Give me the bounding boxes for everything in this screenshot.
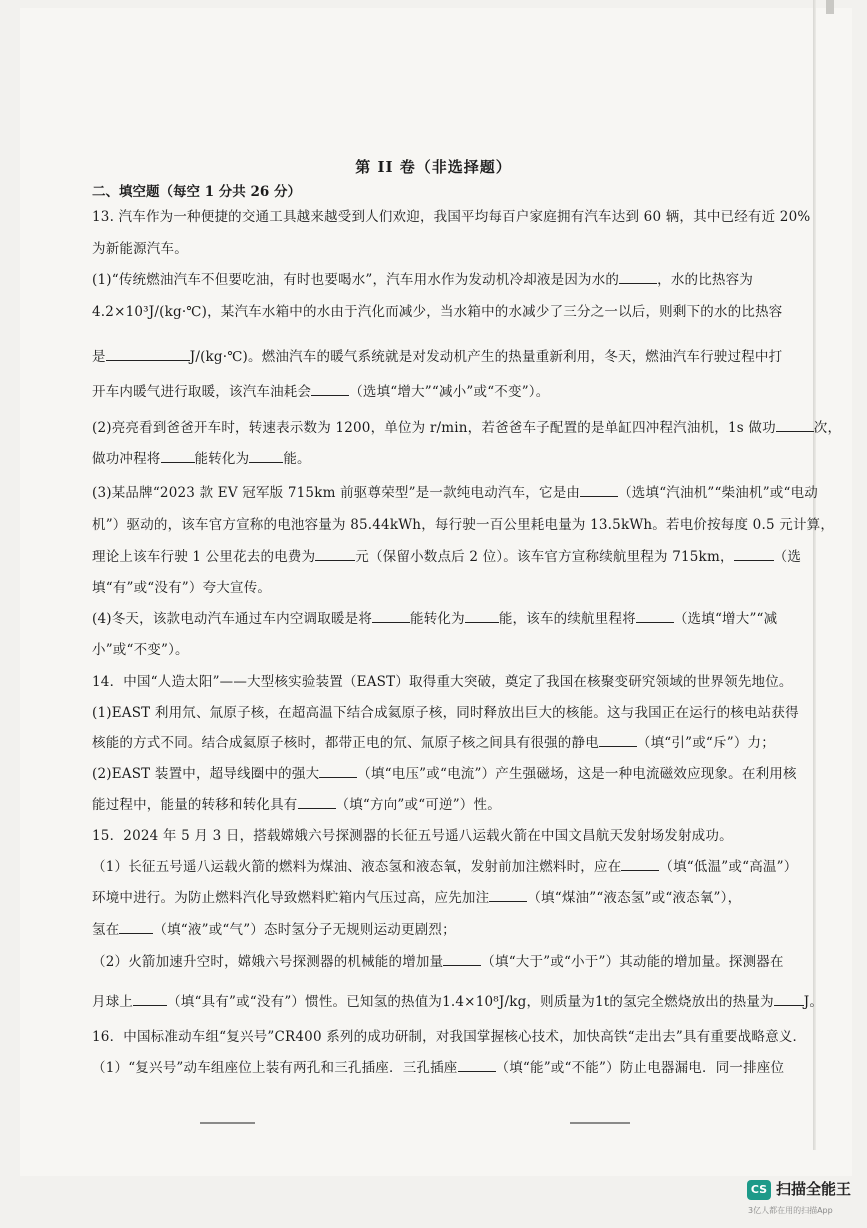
q16-line-1: 16．中国标准动车组“复兴号”CR400 系列的成功研制，对我国掌握核心技术，加快高铁“走出去”具有重要战略意义． [92,1029,807,1045]
answer-blank[interactable] [319,765,357,778]
q13-sub2-line-1: (2)亮亮看到爸爸开车时，转速表示数为 1200，单位为 r/min，若爸爸车子配置的是单缸四冲程汽油机，1s 做功 次， [92,420,842,436]
camscanner-tagline: 3亿人都在用的扫描App [748,1206,833,1215]
q13-sub2-line-2: 做功冲程将 能转化为 能。 [92,451,311,467]
footer-mark-left [200,1122,255,1124]
answer-blank[interactable] [734,548,774,561]
q13-line-2: 为新能源汽车。 [92,241,188,257]
answer-blank[interactable] [489,889,527,902]
answer-blank[interactable] [315,548,355,561]
q13-sub1-line-2: 4.2×10³J/(kg·℃)，某汽车水箱中的水由于汽化而减少，当水箱中的水减少了三分之一以后，则剩下的水的比热容 [92,304,783,320]
answer-blank[interactable] [443,953,481,966]
q14-sub2-line-2: 能过程中，能量的转移和转化具有 （填“方向”或“可逆”）性。 [92,797,501,813]
answer-blank[interactable] [774,993,804,1006]
q15-sub1-line-3: 氢在 （填“液”或“气”）态时氢分子无规则运动更剧烈； [92,922,456,938]
q13-sub3-line-1: (3)某品牌“2023 款 EV 冠军版 715km 前驱尊荣型”是一款纯电动汽车，它是由 （选填“汽油机”“柴油机”或“电动 [92,485,819,501]
answer-blank[interactable] [619,271,657,284]
q13-line-1: 13. 汽车作为一种便捷的交通工具越来越受到人们欢迎，我国平均每百户家庭拥有汽车达到 60 辆，其中已经有近 20% [92,209,811,225]
answer-blank[interactable] [311,383,349,396]
answer-blank[interactable] [599,734,637,747]
camscanner-logo: CS [747,1180,771,1200]
q13-sub3-line-3: 理论上该车行驶 1 公里花去的电费为 元（保留小数点后 2 位）。该车官方宣称续航里程为 715km， （选 [92,549,802,565]
answer-blank[interactable] [580,484,618,497]
answer-blank[interactable] [458,1059,496,1072]
q15-sub2-line-2: 月球上 （填“具有”或“没有”）惯性。已知氢的热值为1.4×10⁸J/kg，则质量为1t的氢完全燃烧放出的热量为 J。 [92,994,824,1010]
footer-mark-right [570,1122,630,1124]
q13-sub1-line-4: 开车内暖气进行取暖，该汽车油耗会 （选填“增大”“减小”或“不变”）。 [92,384,550,400]
q15-sub1-line-1: （1）长征五号遥八运载火箭的燃料为煤油、液态氢和液态氧，发射前加注燃料时，应在 （填“低温”或“高温”） [92,859,798,875]
q16-sub1-line-1: （1）“复兴号”动车组座位上装有两孔和三孔插座．三孔插座 （填“能”或“不能”）防止电器漏电．同一排座位 [92,1060,785,1076]
answer-blank[interactable] [106,348,190,361]
camscanner-name: 扫描全能王 [776,1180,852,1198]
q13-sub4-line-2: 小”或“不变”）。 [92,642,189,658]
q14-sub1-line-1: (1)EAST 利用氘、氚原子核，在超高温下结合成氦原子核，同时释放出巨大的核能。这与我国正在运行的核电站获得 [92,705,799,721]
q13-sub1-line-3: 是 J/(kg·℃)。燃油汽车的暖气系统就是对发动机产生的热量重新利用，冬天，燃油汽车行驶过程中打 [92,349,783,365]
q13-sub1-line-1: (1)“传统燃油汽车不但要吃油，有时也要喝水”，汽车用水作为发动机冷却液是因为水的 ，水的比热容为 [92,272,754,288]
answer-blank[interactable] [133,993,167,1006]
answer-blank[interactable] [298,796,336,809]
q13-sub4-line-1: (4)冬天，该款电动汽车通过车内空调取暖是将 能转化为 能，该车的续航里程将 （选填“增大”“减 [92,611,778,627]
answer-blank[interactable] [119,921,153,934]
answer-blank[interactable] [776,419,814,432]
page-title: 第 II 卷（非选择题） [355,158,512,176]
answer-blank[interactable] [372,610,410,623]
answer-blank[interactable] [465,610,499,623]
corner-mark [826,0,834,14]
q15-sub1-line-2: 环境中进行。为防止燃料汽化导致燃料贮箱内气压过高，应先加注 （填“煤油”“液态氢”或“液态氧”）， [92,890,742,906]
q13-sub3-line-4: 填“有”或“没有”）夸大宣传。 [92,580,272,596]
q14-sub2-line-1: (2)EAST 装置中，超导线圈中的强大 （填“电压”或“电流”）产生强磁场，这是一种电流磁效应现象。在利用核 [92,766,797,782]
q15-sub2-line-1: （2）火箭加速升空时，嫦娥六号探测器的机械能的增加量 （填“大于”或“小于”）其动能的增加量。探测器在 [92,954,784,970]
answer-blank[interactable] [249,450,283,463]
answer-blank[interactable] [161,450,195,463]
q13-sub3-line-2: 机”）驱动的，该车官方宣称的电池容量为 85.44kWh，每行驶一百公里耗电量为 13.5kWh。若电价按每度 0.5 元计算， [92,517,835,533]
q14-line-1: 14．中国“人造太阳”——大型核实验装置（EAST）取得重大突破，奠定了我国在核聚变研究领域的世界领先地位。 [92,674,793,690]
q14-sub1-line-2: 核能的方式不同。结合成氦原子核时，都带正电的氘、氚原子核之间具有很强的静电 （填“引”或“斥”）力； [92,735,775,751]
section-heading: 二、填空题（每空 1 分共 26 分） [92,184,301,200]
answer-blank[interactable] [636,610,674,623]
answer-blank[interactable] [621,858,659,871]
q15-line-1: 15．2024 年 5 月 3 日，搭载嫦娥六号探测器的长征五号遥八运载火箭在中国文昌航天发射场发射成功。 [92,828,733,844]
